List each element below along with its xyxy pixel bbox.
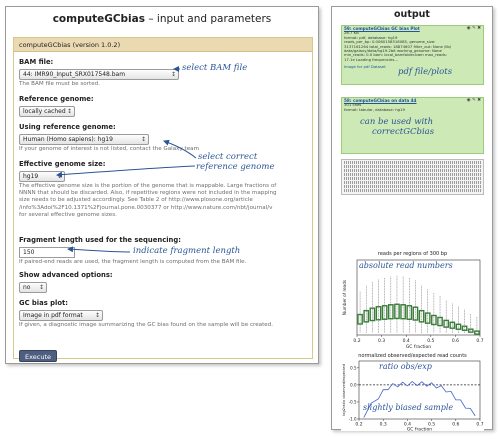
- note-ratio: ratio obs/exp: [379, 362, 432, 371]
- eff-size-help-4: /info%3Adoi%2F10.1371%2Fjournal.pone.0030377 or http://www.nature.com/nbt/journal/v: [19, 204, 273, 211]
- x-axis-label: GC fraction: [405, 345, 432, 350]
- select-arrow-icon: ↕: [56, 173, 62, 180]
- dataset-size: 26.7 KB: [344, 31, 359, 36]
- dataset-info: data/galaxy/data/hg19.2bit working_genome: None: [344, 49, 442, 54]
- x-tick-label: 0.7: [476, 422, 484, 428]
- frag-label: Fragment length used for the sequencing:: [19, 236, 181, 244]
- eff-size-help-5: for several effective genome sizes.: [19, 211, 117, 218]
- eff-size-help-3: size needs to be adjusted accordingly. See Table 2 of http://www.plosone.org/article: [19, 197, 253, 204]
- eff-size-label: Effective genome size:: [19, 160, 106, 168]
- using-ref-value: Human (Homo sapiens): hg19: [23, 136, 113, 143]
- chart-title: normalized observed/expected read counts: [358, 353, 467, 359]
- dataset-title[interactable]: 59: computeGCbias GC bias Plot: [344, 26, 420, 31]
- dataset-image-link[interactable]: Image for pdf Dataset: [344, 65, 386, 70]
- x-tick-label: 0.2: [353, 339, 361, 344]
- note-reuse-1: can be used with: [360, 117, 434, 127]
- dataset-title[interactable]: 58: computeGCbias on data 44: [344, 98, 417, 103]
- dataset-action-icons[interactable]: ◉ ✎ ✖: [466, 98, 481, 103]
- dataset-lines: 301 lines: [344, 103, 362, 108]
- advanced-value: no: [23, 284, 31, 291]
- y-axis-label: Number of reads: [342, 279, 347, 316]
- y-tick-label: -0.5: [348, 399, 357, 405]
- plot-help: If given, a diagnostic image summarizing the GC bias found on the sample will be created.: [19, 322, 274, 328]
- tool-name: computeGCbias: [52, 13, 145, 25]
- plot-frame: [357, 260, 480, 335]
- table-preview: [341, 159, 484, 195]
- dataset-format: format: tabular, database: hg19: [344, 107, 405, 112]
- x-tick-label: 0.6: [452, 422, 460, 428]
- x-tick-label: 0.4: [402, 339, 410, 344]
- eff-size-help-2: NNNN that should be discarded. Also, if repetitive regions were not included in the mapping: [19, 190, 277, 197]
- arrow-frag: [68, 249, 130, 252]
- arrow-eff: [57, 166, 195, 175]
- dataset-info: 17.1e Loading frequencies...: [344, 57, 398, 62]
- note-select-ref-1: select correct: [198, 152, 258, 162]
- y-tick-label: -1.0: [348, 416, 357, 422]
- frag-help: If paired-end reads are used, the fragment length is computed from the BAM file.: [19, 259, 247, 265]
- y-tick-label: 0.0: [350, 382, 357, 388]
- note-absolute: absolute read numbers: [359, 261, 453, 270]
- plot-label: GC bias plot:: [19, 299, 68, 307]
- eff-size-help-1: The effective genome size is the portion of the genome that is mappable. Large fractions of: [19, 183, 277, 189]
- dataset-format: format: pdf, database: hg19: [344, 35, 398, 40]
- ref-value: locally cached: [23, 108, 66, 115]
- using-ref-help: If your genome of interest is not listed, contact the Galaxy team: [19, 146, 200, 152]
- bam-value: 44: IMR90_Input_SRX017548.bam: [23, 71, 126, 78]
- y-tick-label: 0.5: [350, 365, 357, 371]
- select-arrow-icon: ↕: [170, 71, 176, 78]
- reads-chart: [341, 251, 484, 351]
- x-tick-label: 0.3: [379, 422, 387, 428]
- dataset-info: 3137161264 total_reads: 18874607 filter_out: None /lib/: [344, 44, 452, 49]
- x-tick-label: 0.3: [378, 339, 386, 344]
- select-arrow-icon: ↕: [140, 136, 146, 143]
- x-tick-label: 0.4: [403, 422, 411, 428]
- execute-button[interactable]: Execute: [19, 350, 57, 362]
- title-suffix: – input and parameters: [145, 13, 272, 25]
- dataset-info: reads_per_bp: 0.0060158516085, genome_size:: [344, 40, 436, 45]
- eff-size-value: hg19: [23, 173, 39, 180]
- output-title: output: [394, 9, 430, 20]
- note-pdf: pdf file/plots: [398, 67, 453, 77]
- using-ref-label: Using reference genome:: [19, 123, 116, 131]
- frag-input[interactable]: 150: [19, 247, 75, 258]
- x-tick-label: 0.6: [451, 339, 459, 344]
- output-panel: [331, 6, 493, 430]
- y-axis-label: log2ratio observed/expected: [342, 364, 346, 416]
- x-tick-label: 0.5: [428, 422, 436, 428]
- x-tick-label: 0.7: [476, 339, 484, 344]
- ratio-chart: [341, 353, 484, 431]
- chart-title: reads per regions of 300 bp: [377, 251, 448, 257]
- note-biased: slightly biased sample: [363, 403, 454, 412]
- plot-value: Image in pdf format: [23, 312, 83, 319]
- note-select-bam: select BAM file: [182, 63, 248, 73]
- arrow-ref: [164, 141, 196, 158]
- select-arrow-icon: ↕: [38, 284, 44, 291]
- bam-label: BAM file:: [19, 58, 54, 66]
- note-select-ref-2: reference genome: [196, 162, 275, 172]
- note-frag-length: indicate fragment length: [133, 246, 241, 256]
- x-axis-label: GC fraction: [406, 427, 433, 431]
- note-reuse-2: correctGCbias: [372, 127, 435, 137]
- advanced-label: Show advanced options:: [19, 271, 113, 279]
- x-tick-label: 0.2: [355, 422, 363, 428]
- dataset-action-icons[interactable]: ◉ ✎ ✖: [466, 26, 481, 31]
- select-arrow-icon: ↕: [66, 108, 72, 115]
- x-tick-label: 0.5: [427, 339, 435, 344]
- ref-label: Reference genome:: [19, 95, 94, 103]
- select-arrow-icon: ↕: [94, 312, 100, 319]
- dataset-info: min_reads: 0.0 bam: local_bamfolder.bam max_reads:: [344, 53, 447, 58]
- tool-header: computeGCbias (version 1.0.2): [14, 38, 312, 52]
- bam-help: The BAM file must be sorted.: [19, 81, 100, 87]
